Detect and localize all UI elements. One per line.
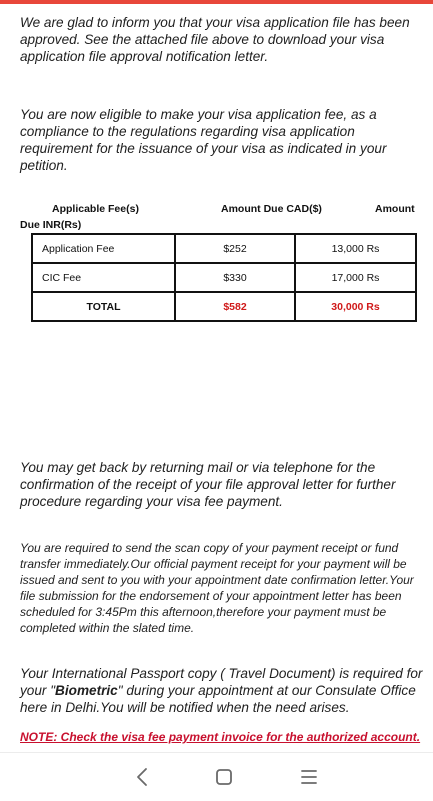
back-icon[interactable]	[126, 761, 158, 793]
confirmation-paragraph: You may get back by returning mail or via telephone for the confirmation of the receipt of your file approval letter for further procedure regarding your visa fee payment.	[20, 460, 396, 509]
payment-receipt-paragraph: You are required to send the scan copy of your payment receipt or fund transfer immediately.Our official payment receipt for your payment will be issued and sent to you with your appointment date confirmation letter.Your file submission for the endorsement of your appointment letter has been scheduled for 3:45Pm this afternoon,therefore your payment must be completed within the slated time.	[20, 541, 414, 635]
inr-column-header: Due INR(Rs)	[20, 219, 82, 231]
passport-paragraph	[20, 665, 426, 716]
fee-table	[31, 233, 417, 322]
table-row	[32, 234, 416, 263]
payment-note: NOTE: Check the visa fee payment invoice for the authorized account.	[20, 730, 421, 744]
fee-inr-cell: 13,000 Rs	[295, 234, 416, 263]
total-inr-cell: 30,000 Rs	[295, 292, 416, 321]
passport-text-start: Your International Passport copy ( Travel Document) is required for your "	[20, 666, 423, 698]
fee-inr-cell: 17,000 Rs	[295, 263, 416, 292]
amount-column-header: Amount	[375, 203, 415, 215]
fee-name-cell: Application Fee	[32, 234, 175, 263]
approval-paragraph: We are glad to inform you that your visa application file has been approved. See the attached file above to download your visa application file approval notification letter.	[20, 15, 410, 64]
fee-column-header: Applicable Fee(s)	[52, 203, 139, 215]
table-row	[32, 263, 416, 292]
total-cad-cell: $582	[175, 292, 295, 321]
fee-cad-cell: $252	[175, 234, 295, 263]
biometric-text: Biometric	[55, 683, 118, 698]
total-row	[32, 292, 416, 321]
fee-name-cell: CIC Fee	[32, 263, 175, 292]
recent-apps-icon[interactable]	[293, 761, 325, 793]
cad-column-header: Amount Due CAD($)	[221, 203, 322, 215]
total-label-cell: TOTAL	[32, 292, 175, 321]
fee-cad-cell: $330	[175, 263, 295, 292]
passport-text-end: " during your appointment at our Consulate Office here in Delhi.You will be notified when the need arises.	[20, 683, 416, 715]
home-icon[interactable]	[208, 761, 240, 793]
system-navigation-bar	[0, 752, 433, 801]
eligibility-paragraph: You are now eligible to make your visa application fee, as a compliance to the regulations regarding visa application requirement for the issuance of your visa as indicated in your petition.	[20, 107, 387, 173]
